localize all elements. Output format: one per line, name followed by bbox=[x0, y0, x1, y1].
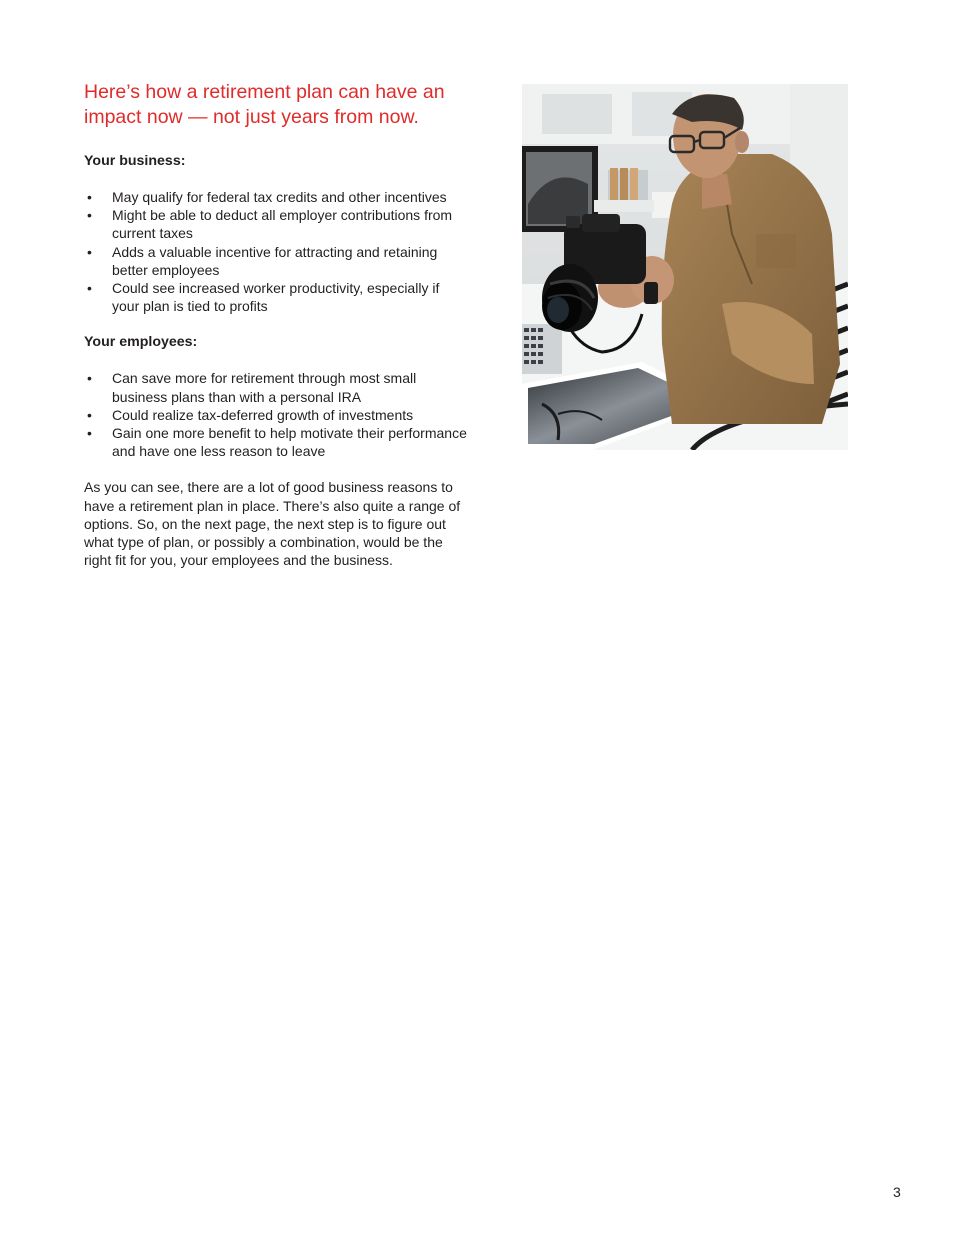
bullet-icon: • bbox=[87, 189, 92, 205]
list-item bbox=[84, 406, 469, 424]
list-item-text: Can save more for retirement through most small business plans than with a personal IRA bbox=[112, 370, 417, 405]
list-item-text: May qualify for federal tax credits and other incentives bbox=[112, 189, 447, 205]
photographer-photo bbox=[522, 84, 848, 450]
list-item-text: Adds a valuable incentive for attracting and retaining better employees bbox=[112, 243, 438, 278]
list-item bbox=[84, 188, 469, 206]
bullet-icon: • bbox=[87, 425, 92, 442]
page-headline: Here’s how a retirement plan can have an impact now — not just years from now. bbox=[84, 81, 445, 128]
list-item-text: Could realize tax-deferred growth of investments bbox=[112, 406, 414, 423]
list-item-text: Might be able to deduct all employer contributions from current taxes bbox=[112, 207, 453, 242]
main-text-column bbox=[84, 80, 469, 569]
bullet-icon: • bbox=[87, 370, 92, 387]
list-item-text: Gain one more benefit to help motivate their performance and have one less reason to leave bbox=[112, 425, 467, 460]
list-item bbox=[84, 424, 469, 460]
closing-paragraph: As you can see, there are a lot of good business reasons to have a retirement plan in place. There’s also quite a range of options. So, on the next page, the next step is to figure out what type of plan, or possibly a combination, would be the right fit for you, your employees and the business. bbox=[84, 479, 461, 569]
bullet-icon: • bbox=[87, 243, 92, 260]
employees-heading: Your employees: bbox=[84, 334, 198, 351]
business-benefits-list bbox=[84, 188, 469, 315]
business-heading: Your business: bbox=[84, 153, 186, 169]
list-item bbox=[84, 206, 469, 242]
bullet-icon: • bbox=[87, 406, 92, 423]
list-item bbox=[84, 279, 469, 315]
list-item bbox=[84, 369, 469, 405]
list-item-text: Could see increased worker productivity, especially if your plan is tied to profits bbox=[112, 280, 440, 315]
bullet-icon: • bbox=[87, 207, 92, 224]
page-number: 3 bbox=[893, 1184, 901, 1200]
list-item bbox=[84, 243, 469, 279]
bullet-icon: • bbox=[87, 280, 92, 297]
employee-benefits-list bbox=[84, 369, 469, 460]
